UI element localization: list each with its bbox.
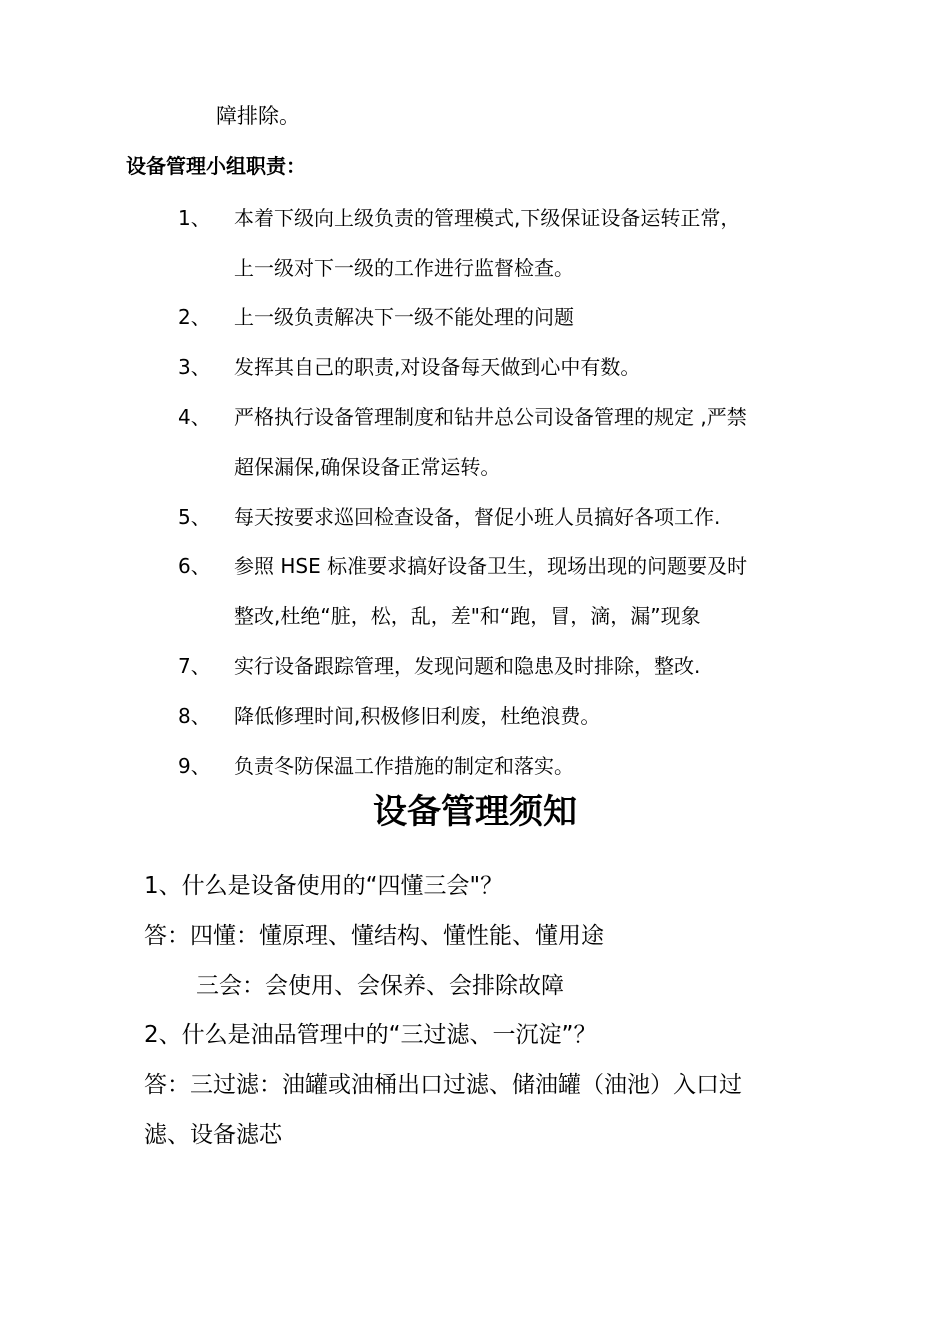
duty-text: 严格执行设备管理制度和钻井总公司设备管理的规定 ,严禁 — [234, 405, 747, 429]
continuation-text: 障排除。 — [216, 104, 300, 128]
duty-text: 负责冬防保温工作措施的制定和落实。 — [234, 754, 574, 778]
duty-text: 上一级对下一级的工作进行监督检查。 — [234, 256, 574, 280]
duty-number: 1、 — [178, 206, 211, 230]
section-heading: 设备管理小组职责： — [126, 154, 306, 178]
answer-2-line-2: 滤、设备滤芯 — [144, 1122, 282, 1148]
answer-1-line-2: 三会：会使用、会保养、会排除故障 — [196, 973, 564, 999]
duty-number: 3、 — [178, 355, 211, 379]
duty-text: 上一级负责解决下一级不能处理的问题 — [234, 305, 574, 329]
duty-text: 实行设备跟踪管理，发现问题和隐患及时排除，整改. — [234, 654, 701, 678]
duty-number: 2、 — [178, 305, 211, 329]
duty-number: 5、 — [178, 505, 211, 529]
duty-number: 7、 — [178, 654, 211, 678]
duty-number: 9、 — [178, 754, 211, 778]
duty-text: 发挥其自己的职责,对设备每天做到心中有数。 — [234, 355, 641, 379]
document-title: 设备管理须知 — [373, 792, 577, 832]
duty-text: 每天按要求巡回检查设备，督促小班人员搞好各项工作. — [234, 505, 721, 529]
answer-1-line-1: 答：四懂：懂原理、懂结构、懂性能、懂用途 — [144, 923, 604, 949]
duty-text: 降低修理时间,积极修旧利废，杜绝浪费。 — [234, 704, 601, 728]
duty-text: 超保漏保,确保设备正常运转。 — [234, 455, 501, 479]
duty-number: 6、 — [178, 554, 211, 578]
duty-text: 整改,杜绝“脏，松，乱，差"和“跑，冒，滴，漏”现象 — [234, 604, 701, 628]
duty-number: 8、 — [178, 704, 211, 728]
answer-2-line-1: 答：三过滤：油罐或油桶出口过滤、储油罐（油池）入口过 — [144, 1072, 742, 1098]
question-2: 2、什么是油品管理中的“三过滤、一沉淀”？ — [144, 1022, 597, 1048]
duty-text: 参照 HSE 标准要求搞好设备卫生，现场出现的问题要及时 — [234, 554, 748, 578]
question-1: 1、什么是设备使用的“四懂三会"？ — [144, 873, 504, 899]
duty-number: 4、 — [178, 405, 211, 429]
duty-text: 本着下级向上级负责的管理模式,下级保证设备运转正常， — [234, 206, 741, 230]
